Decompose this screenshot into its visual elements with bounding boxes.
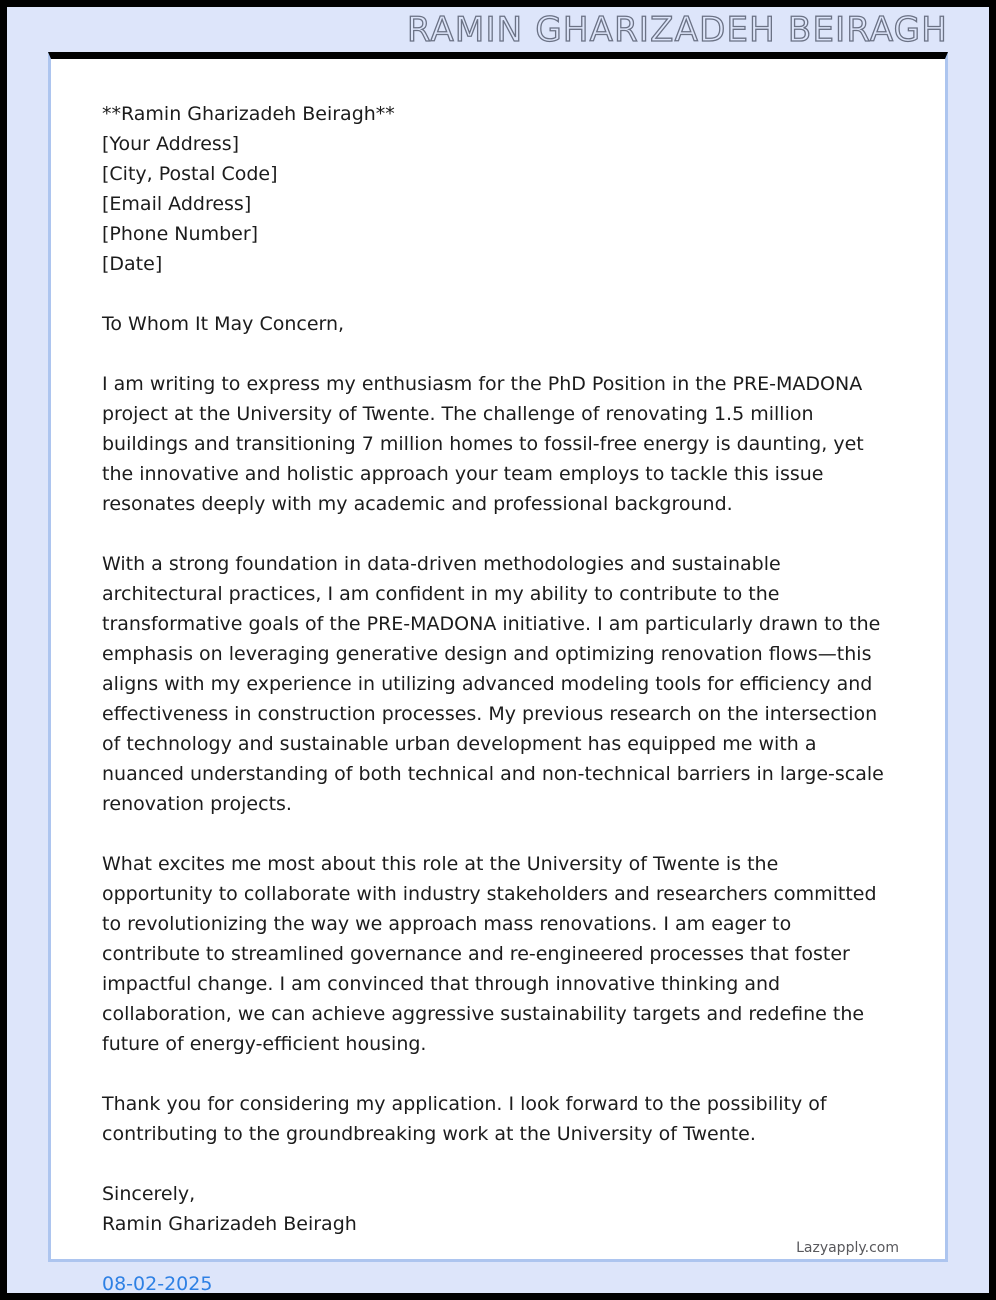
document-header [7, 7, 989, 53]
sender-line-name: **Ramin Gharizadeh Beiragh** [102, 103, 395, 125]
body-paragraph-1: I am writing to express my enthusiasm for the PhD Position in the PRE-MADONA project at the University of Twente. The challenge of renovating 1.5 million buildings and transitioning 7 million homes to fossil-free energy is daunting, yet the innovative and holistic approach your team employs to tackle this issue resonates deeply with my academic and professional background. [102, 373, 864, 515]
sender-line-city: [City, Postal Code] [102, 163, 278, 185]
footer-watermark: Lazyapply.com [796, 1240, 899, 1256]
body-paragraph-3: What excites me most about this role at the University of Twente is the opportunity to collaborate with industry stakeholders and researchers committed to revolutionizing the way we approach mass renovations. I am eager to contribute to streamlined governance and re-engineered processes that foster impactful change. I am convinced that through innovative thinking and collaboration, we can achieve aggressive sustainability targets and redefine the future of energy-efficient housing. [102, 853, 877, 1055]
spacer [102, 519, 893, 549]
body-paragraph-2: With a strong foundation in data-driven methodologies and sustainable architectural practices, I am confident in my ability to contribute to the transformative goals of the PRE-MADONA initiative. I am particularly drawn to the emphasis on leveraging generative design and optimizing renovation flows—this aligns with my experience in utilizing advanced modeling tools for efficiency and effectiveness in construction processes. My previous research on the intersection of technology and sustainable urban development has equipped me with a nuanced understanding of both technical and non-technical barriers in large-scale renovation projects. [102, 553, 884, 815]
sender-line-email: [Email Address] [102, 193, 252, 215]
salutation: To Whom It May Concern, [102, 313, 345, 335]
spacer [102, 339, 893, 369]
closing-salutation: Sincerely, [102, 1183, 196, 1205]
sender-line-date: [Date] [102, 253, 163, 275]
page-title: RAMIN GHARIZADEH BEIRAGH [407, 10, 948, 50]
spacer [102, 1059, 893, 1089]
sender-address-block [102, 99, 893, 279]
signature-name: Ramin Gharizadeh Beiragh [102, 1213, 357, 1235]
spacer [102, 279, 893, 309]
body-paragraph-4: Thank you for considering my application. I look forward to the possibility of contributing to the groundbreaking work at the University of Twente. [102, 1093, 827, 1145]
letter-body [51, 59, 945, 1299]
sender-line-address: [Your Address] [102, 133, 240, 155]
spacer [102, 1149, 893, 1179]
cover-letter-card [48, 52, 948, 1295]
sender-line-phone: [Phone Number] [102, 223, 259, 245]
spacer [102, 819, 893, 849]
letter-date: 08-02-2025 [102, 1273, 213, 1295]
